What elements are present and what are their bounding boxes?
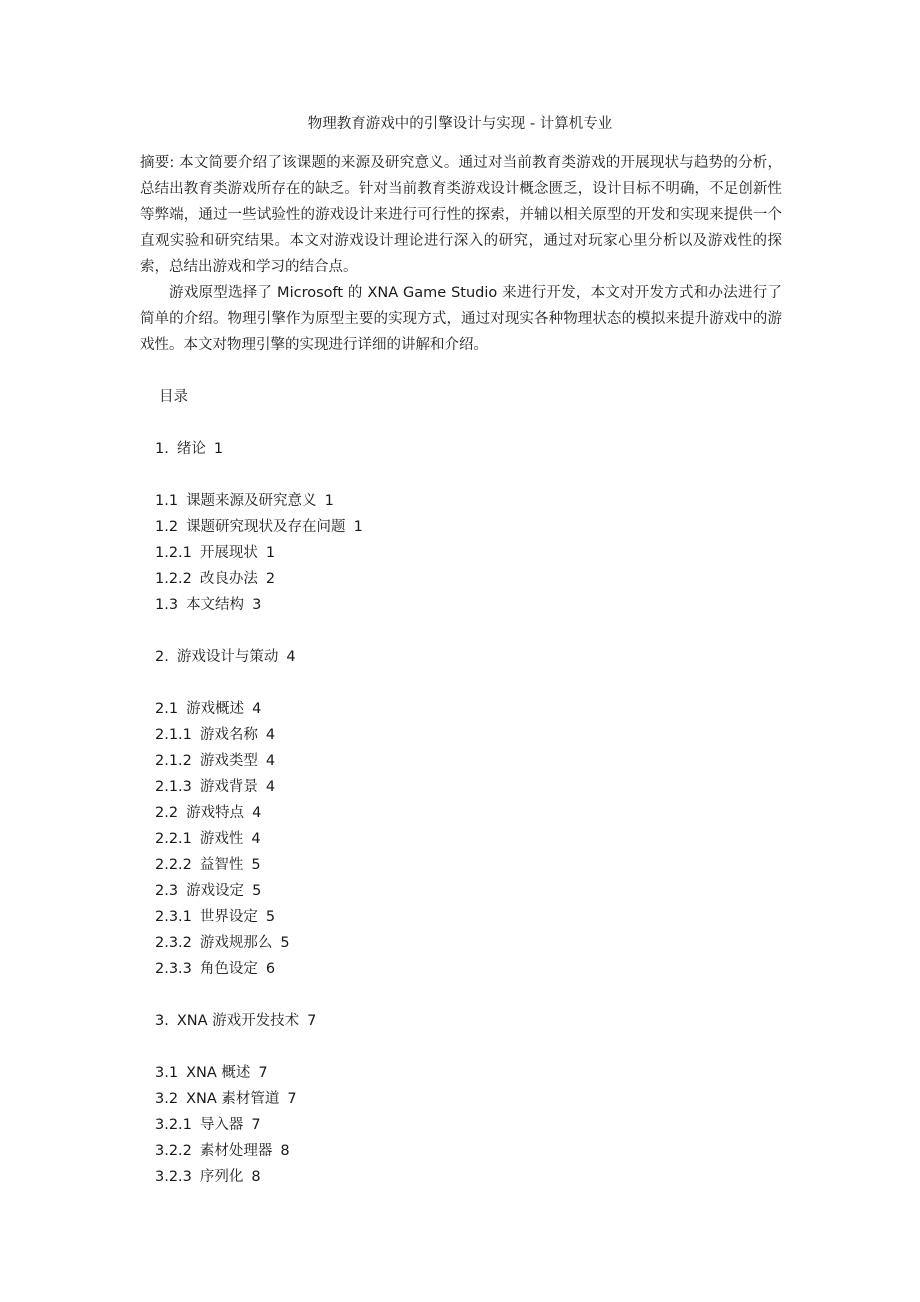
toc-entry-page: 4 xyxy=(265,727,276,743)
toc-entry-title: 游戏特点 xyxy=(186,805,245,821)
toc-entry-number: 3.2 xyxy=(155,1091,179,1107)
toc-entry-page: 5 xyxy=(251,857,261,873)
toc-entry-number: 3.2.1 xyxy=(155,1117,192,1133)
toc-entry-page: 6 xyxy=(265,961,276,977)
toc-entry-number: 2. xyxy=(155,649,169,665)
toc-entry xyxy=(155,958,755,984)
toc-entry-title: 本文结构 xyxy=(186,597,245,613)
toc-entry-number: 1.3 xyxy=(155,597,179,613)
toc-entry xyxy=(155,698,755,724)
toc-entry xyxy=(155,594,755,620)
toc-entry xyxy=(155,1010,755,1036)
toc-entry-page: 5 xyxy=(252,883,262,899)
toc-entry-title: XNA 概述 xyxy=(186,1065,251,1081)
toc-entry-title: XNA 素材管道 xyxy=(186,1091,280,1107)
toc-entry xyxy=(155,438,755,464)
toc-entry-page: 5 xyxy=(280,935,290,951)
toc-entry-page: 4 xyxy=(265,779,276,795)
toc-entry-page: 4 xyxy=(265,753,276,769)
toc-entry-number: 1.2.1 xyxy=(155,545,192,561)
toc-entry-title: 游戏规那么 xyxy=(199,935,273,951)
toc-entry xyxy=(155,1140,755,1166)
toc-entry xyxy=(155,646,755,672)
toc-entry-number: 2.2 xyxy=(155,805,179,821)
abstract-paragraph-2: 游戏原型选择了 Microsoft 的 XNA Game Studio 来进行开发，本文对开发方式和办法进行了简单的介绍。物理引擎作为原型主要的实现方式，通过对现实各种物理状态的模拟来提升游戏中的游戏性。本文对物理引擎的实现进行详细的讲解和介绍。 xyxy=(140,285,782,353)
toc-entry-title: 游戏名称 xyxy=(199,727,258,743)
toc-entry xyxy=(155,542,755,568)
toc-entry-page: 1 xyxy=(353,519,363,535)
toc-entry-title: 游戏背景 xyxy=(199,779,258,795)
toc-entry-title: 开展现状 xyxy=(199,545,258,561)
toc-entry-number: 3.1 xyxy=(155,1065,179,1081)
abstract-paragraph-1: 摘要: 本文简要介绍了该课题的来源及研究意义。通过对当前教育类游戏的开展现状与趋势的分析，总结出教育类游戏所存在的缺乏。针对当前教育类游戏设计概念匮乏，设计目标不明确，不足创新性等弊端，通过一些试验性的游戏设计来进行可行性的探索，并辅以相关原型的开发和实现来提供一个直观实验和研究结果。本文对游戏设计理论进行深入的研究，通过对玩家心里分析以及游戏性的探索，总结出游戏和学习的结合点。 xyxy=(140,155,782,275)
toc-entry-number: 2.2.2 xyxy=(155,857,192,873)
toc-entry-title: 游戏设计与策动 xyxy=(176,649,279,665)
toc-entry-number: 1.1 xyxy=(155,493,179,509)
toc-entry xyxy=(155,776,755,802)
toc-entry-title: 角色设定 xyxy=(199,961,258,977)
toc-entry-number: 3. xyxy=(155,1013,169,1029)
toc-entry-title: 游戏设定 xyxy=(186,883,245,899)
toc-entry xyxy=(155,1114,755,1140)
toc-entry-page: 3 xyxy=(252,597,262,613)
toc-entry-number: 3.2.3 xyxy=(155,1169,192,1185)
toc-entry-page: 1 xyxy=(324,493,334,509)
toc-entry-number: 2.2.1 xyxy=(155,831,192,847)
toc-entry-page: 8 xyxy=(251,1169,261,1185)
toc-entry-title: 课题来源及研究意义 xyxy=(186,493,317,509)
toc-entry xyxy=(155,1088,755,1114)
toc-entry xyxy=(155,802,755,828)
toc-entry-number: 2.3.1 xyxy=(155,909,192,925)
toc-entry-page: 7 xyxy=(307,1013,317,1029)
toc-entry xyxy=(155,932,755,958)
toc-entry-number: 1.2.2 xyxy=(155,571,192,587)
toc-entry-number: 2.1.2 xyxy=(155,753,192,769)
toc-heading: 目录 xyxy=(159,389,188,405)
toc-entry-title: 游戏性 xyxy=(199,831,244,847)
toc-entry-title: 素材处理器 xyxy=(199,1143,273,1159)
toc-entry-title: 益智性 xyxy=(199,857,244,873)
toc-entry-title: 导入器 xyxy=(199,1117,244,1133)
toc-entry-page: 7 xyxy=(287,1091,297,1107)
toc-entry-page: 4 xyxy=(251,831,261,847)
toc-entry-page: 4 xyxy=(286,649,296,665)
toc-entry xyxy=(155,724,755,750)
toc-entry-title: 绪论 xyxy=(176,441,206,457)
toc-entry xyxy=(155,490,755,516)
toc-entry-title: 游戏类型 xyxy=(199,753,258,769)
toc-entry-number: 2.1.1 xyxy=(155,727,192,743)
toc-entry-page: 7 xyxy=(258,1065,268,1081)
toc-entry xyxy=(155,854,755,880)
toc-entry-page: 5 xyxy=(265,909,276,925)
toc-entry xyxy=(155,568,755,594)
toc-entry xyxy=(155,516,755,542)
toc-entry-number: 2.3.2 xyxy=(155,935,192,951)
table-of-contents xyxy=(155,438,755,1192)
document-title: 物理教育游戏中的引擎设计与实现 - 计算机专业 xyxy=(307,116,613,132)
toc-entry xyxy=(155,906,755,932)
toc-entry xyxy=(155,1166,755,1192)
toc-entry-number: 1.2 xyxy=(155,519,179,535)
toc-entry-title: 序列化 xyxy=(199,1169,244,1185)
toc-entry-title: XNA 游戏开发技术 xyxy=(176,1013,300,1029)
toc-entry-title: 世界设定 xyxy=(199,909,258,925)
toc-entry-number: 2.1 xyxy=(155,701,179,717)
toc-entry-page: 1 xyxy=(265,545,276,561)
toc-entry-page: 1 xyxy=(213,441,224,457)
toc-entry-page: 2 xyxy=(265,571,276,587)
toc-entry-page: 4 xyxy=(252,701,262,717)
toc-entry-page: 7 xyxy=(251,1117,261,1133)
toc-entry xyxy=(155,880,755,906)
toc-entry-page: 4 xyxy=(252,805,262,821)
toc-entry xyxy=(155,1062,755,1088)
toc-entry-number: 2.3 xyxy=(155,883,179,899)
toc-entry xyxy=(155,828,755,854)
toc-entry-number: 2.3.3 xyxy=(155,961,192,977)
toc-entry-number: 1. xyxy=(155,441,169,457)
toc-entry-number: 2.1.3 xyxy=(155,779,192,795)
toc-entry-number: 3.2.2 xyxy=(155,1143,192,1159)
toc-entry-title: 课题研究现状及存在问题 xyxy=(186,519,346,535)
toc-entry xyxy=(155,750,755,776)
toc-entry-title: 游戏概述 xyxy=(186,701,245,717)
toc-entry-page: 8 xyxy=(280,1143,290,1159)
toc-entry-title: 改良办法 xyxy=(199,571,258,587)
